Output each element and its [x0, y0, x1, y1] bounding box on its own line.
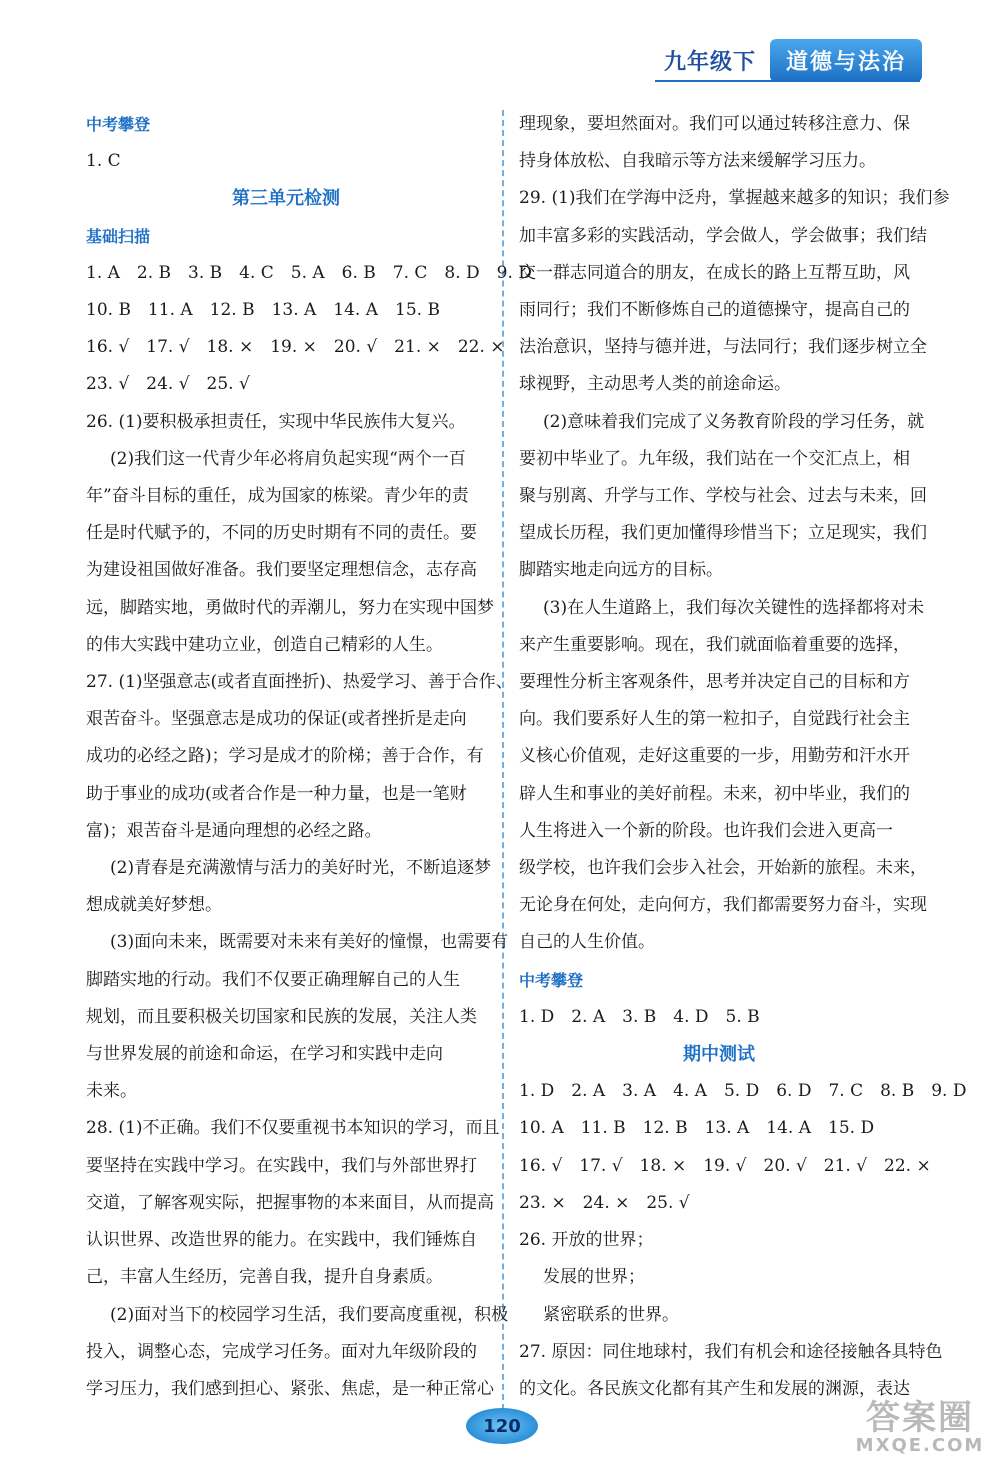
- answer-line: (2)青春是充满激情与活力的美好时光，不断追逐梦: [110, 858, 492, 879]
- answer-line: (2)面对当下的校园学习生活，我们要高度重视，积极: [110, 1304, 509, 1325]
- answer-line: 聚与别离、升学与工作、学校与社会、过去与未来，回: [519, 486, 927, 507]
- answer-line: 理现象，要坦然面对。我们可以通过转移注意力、保: [519, 114, 910, 134]
- answer-line: 10. A 11. B 12. B 13. A 14. A 15. D: [519, 1118, 875, 1139]
- answer-line: 1. D 2. A 3. A 4. A 5. D 6. D 7. C 8. B 9. D: [519, 1081, 967, 1102]
- answer-line: 27. 原因：同住地球村，我们有机会和途径接触各具特色: [519, 1341, 943, 1362]
- answer-line: 1. D 2. A 3. B 4. D 5. B: [519, 1006, 760, 1027]
- answer-line: 的伟大实践中建功立业，创造自己精彩的人生。: [86, 634, 443, 655]
- answer-line: 持身体放松、自我暗示等方法来缓解学习压力。: [519, 151, 876, 172]
- answer-line: 29. (1)我们在学海中泛舟，掌握越来越多的知识；我们参: [519, 188, 950, 209]
- answer-line: 10. B 11. A 12. B 13. A 14. A 15. B: [86, 300, 440, 321]
- section-heading: 基础扫描: [86, 226, 151, 246]
- answer-line: 脚踏实地走向远方的目标。: [519, 560, 723, 581]
- answer-line: 远，脚踏实地，勇做时代的弄潮儿，努力在实现中国梦: [86, 597, 494, 618]
- answer-line: 发展的世界；: [543, 1267, 645, 1288]
- watermark-bottom: MXQE.COM: [855, 1435, 985, 1456]
- answer-line: 交一群志同道合的朋友，在成长的路上互帮互助，风: [519, 262, 910, 283]
- answer-line: 级学校，也许我们会步入社会，开始新的旅程。未来，: [519, 858, 927, 879]
- answer-line: 26. 开放的世界；: [519, 1230, 654, 1251]
- answer-line: 28. (1)不正确。我们不仅要重视书本知识的学习，而且: [86, 1118, 500, 1139]
- section-heading: 中考攀登: [519, 970, 584, 990]
- answer-line: 助于事业的成功(或者合作是一种力量，也是一笔财: [86, 783, 467, 804]
- answer-line: 加丰富多彩的实践活动，学会做人，学会做事；我们结: [519, 225, 927, 246]
- header-rule: [655, 80, 920, 82]
- answer-line: 27. (1)坚强意志(或者直面挫折)、热爱学习、善于合作、: [86, 672, 513, 693]
- answer-line: 艰苦奋斗。坚强意志是成功的保证(或者挫折是走向: [86, 709, 467, 730]
- answer-line: 法治意识，坚持与德并进，与法同行；我们逐步树立全: [519, 337, 927, 358]
- column-divider: [502, 110, 504, 1420]
- answer-line: 望成长历程，我们更加懂得珍惜当下；立足现实，我们: [519, 523, 927, 544]
- answer-line: 球视野，主动思考人类的前途命运。: [519, 374, 791, 395]
- page-number: 120: [466, 1408, 538, 1444]
- answer-line: 雨同行；我们不断修炼自己的道德操守，提高自己的: [519, 300, 910, 321]
- answer-line: 16. √ 17. √ 18. × 19. √ 20. √ 21. √ 22. ×: [519, 1155, 931, 1176]
- answer-line: (3)在人生道路上，我们每次关键性的选择都将对未: [543, 597, 925, 618]
- right-column: [519, 106, 967, 1408]
- watermark-logo: [850, 1390, 990, 1470]
- answer-line: 16. √ 17. √ 18. × 19. × 20. √ 21. × 22. ×: [86, 337, 505, 358]
- answer-line: 的文化。各民族文化都有其产生和发展的渊源，表达: [519, 1378, 910, 1399]
- section-heading: 中考攀登: [86, 115, 151, 134]
- answer-line: (2)意味着我们完成了义务教育阶段的学习任务，就: [543, 411, 925, 432]
- subject-badge: 道德与法治: [770, 39, 922, 82]
- answer-line: 人生将进入一个新的阶段。也许我们会进入更高一: [519, 820, 893, 841]
- answer-line: 任是时代赋予的，不同的历史时期有不同的责任。要: [86, 523, 477, 544]
- answer-line: 1. C: [86, 151, 121, 172]
- answer-line: 未来。: [86, 1081, 137, 1102]
- unit-title: 第三单元检测: [232, 188, 340, 210]
- answer-line: 富)；艰苦奋斗是通向理想的必经之路。: [86, 820, 382, 841]
- grade-label: 九年级下: [663, 48, 756, 75]
- answer-line: 与世界发展的前途和命运，在学习和实践中走向: [86, 1044, 443, 1065]
- answer-line: 脚踏实地的行动。我们不仅要正确理解自己的人生: [86, 969, 460, 990]
- answer-line: 要坚持在实践中学习。在实践中，我们与外部世界打: [86, 1155, 477, 1176]
- answer-line: 规划，而且要积极关切国家和民族的发展，关注人类: [86, 1006, 477, 1027]
- answer-line: (2)我们这一代青少年必将肩负起实现“两个一百: [110, 448, 466, 469]
- answer-line: 23. × 24. × 25. √: [519, 1192, 690, 1213]
- answer-line: 1. A 2. B 3. B 4. C 5. A 6. B 7. C 8. D 9. D: [86, 262, 532, 283]
- answer-line: 26. (1)要积极承担责任，实现中华民族伟大复兴。: [86, 411, 466, 432]
- watermark-top: 答案圈: [866, 1398, 974, 1438]
- answer-line: 紧密联系的世界。: [543, 1304, 679, 1325]
- answer-line: 为建设祖国做好准备。我们要坚定理想信念，志存高: [86, 560, 477, 581]
- answer-line: 辟人生和事业的美好前程。未来，初中毕业，我们的: [519, 783, 910, 804]
- answer-line: (3)面向未来，既需要对未来有美好的憧憬，也需要有: [110, 932, 509, 953]
- answer-line: 认识世界、改造世界的能力。在实践中，我们锤炼自: [86, 1230, 477, 1251]
- answer-line: 来产生重要影响。现在，我们就面临着重要的选择，: [519, 634, 910, 655]
- answer-line: 自己的人生价值。: [519, 932, 655, 953]
- answer-line: 向。我们要系好人生的第一粒扣子，自觉践行社会主: [519, 709, 910, 730]
- answer-line: 投入，调整心态，完成学习任务。面对九年级阶段的: [86, 1341, 477, 1362]
- unit-title: 期中测试: [683, 1044, 755, 1066]
- answer-line: 想成就美好梦想。: [86, 895, 222, 916]
- left-column: [86, 106, 532, 1408]
- answer-line: 成功的必经之路)；学习是成才的阶梯；善于合作，有: [86, 746, 484, 767]
- answer-line: 交道，了解客观实际，把握事物的本来面目，从而提高: [86, 1192, 494, 1213]
- answer-line: 23. √ 24. √ 25. √: [86, 374, 250, 395]
- answer-line: 要理性分析主客观条件，思考并决定自己的目标和方: [519, 672, 910, 693]
- answer-line: 义核心价值观，走好这重要的一步，用勤劳和汗水开: [519, 746, 910, 767]
- answer-line: 无论身在何处，走向何方，我们都需要努力奋斗，实现: [519, 895, 927, 916]
- answer-line: 学习压力，我们感到担心、紧张、焦虑，是一种正常心: [86, 1378, 494, 1399]
- page-header: [664, 38, 922, 82]
- answer-line: 年”奋斗目标的重任，成为国家的栋梁。青少年的责: [86, 486, 469, 507]
- answer-line: 己，丰富人生经历，完善自我，提升自身素质。: [86, 1267, 443, 1288]
- answer-line: 要初中毕业了。九年级，我们站在一个交汇点上，相: [519, 448, 910, 469]
